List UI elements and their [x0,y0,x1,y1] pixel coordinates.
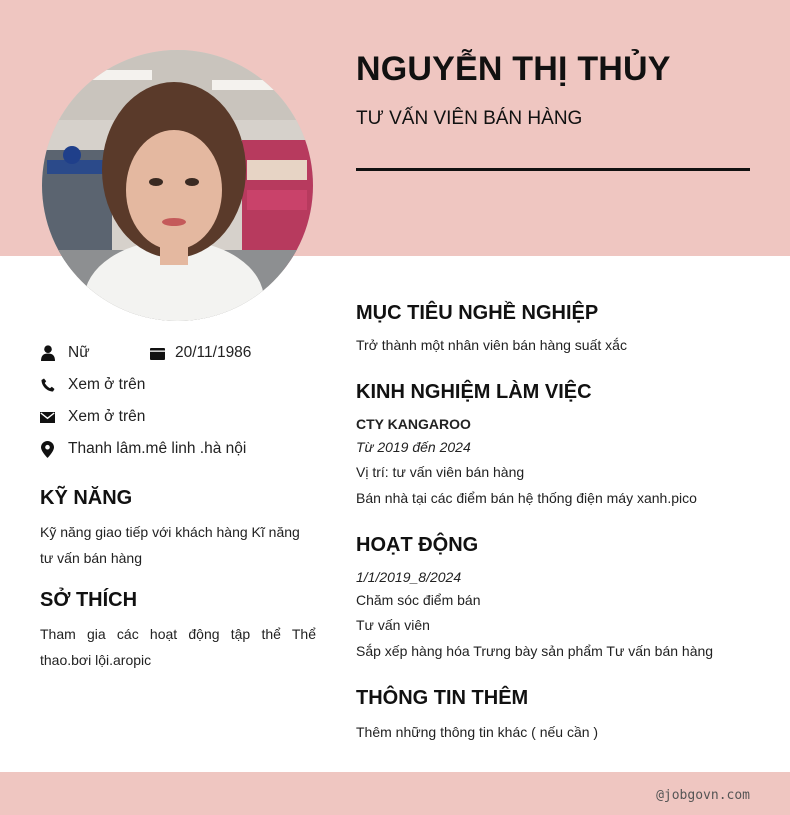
candidate-title: TƯ VẤN VIÊN BÁN HÀNG [356,108,583,129]
skills-heading: KỸ NĂNG [40,487,133,509]
person-icon [40,345,55,361]
experience-description: Bán nhà tại các điểm bán hệ thống điện máy xanh.pico [356,490,697,506]
address-row [40,438,246,460]
hobbies-text: Tham gia các hoạt động tập thể Thể thao.bơi lội.aropic [40,626,316,668]
header-divider [356,168,750,171]
hobbies-heading: SỞ THÍCH [40,589,138,611]
additional-text: Thêm những thông tin khác ( nếu cần ) [356,724,599,740]
gender-row [40,342,90,364]
objective-heading: MỤC TIÊU NGHỀ NGHIỆP [356,302,599,324]
activity-item: Tư vấn viên [356,617,430,633]
email-value: Xem ở trên [68,408,146,425]
objective-text: Trở thành một nhân viên bán hàng suất xắc [356,337,627,353]
email-row [40,406,145,428]
phone-value: Xem ở trên [68,376,146,393]
activity-item: Sắp xếp hàng hóa Trưng bày sản phẩm Tư vấn bán hàng [356,643,714,659]
calendar-icon [150,345,165,361]
experience-heading: KINH NGHIỆM LÀM VIỆC [356,381,592,403]
skills-text: Kỹ năng giao tiếp với khách hàng Kĩ năng tư vấn bán hàng [40,524,300,566]
activity-item: Chăm sóc điểm bán [356,592,481,608]
address-value: Thanh lâm.mê linh .hà nội [68,440,247,457]
envelope-icon [40,409,55,425]
footer-watermark: @jobgovn.com [656,788,750,803]
dob-value: 20/11/1986 [175,344,252,361]
activities-heading: HOẠT ĐỘNG [356,534,479,556]
profile-photo [42,50,313,321]
phone-row [40,374,145,396]
dob-row [150,342,251,364]
experience-company: CTY KANGAROO [356,416,471,432]
additional-heading: THÔNG TIN THÊM [356,687,529,709]
phone-icon [40,377,55,393]
map-pin-icon [40,441,55,457]
experience-period: Từ 2019 đến 2024 [356,439,471,455]
candidate-name: NGUYỄN THỊ THỦY [356,50,671,88]
activities-period: 1/1/2019_8/2024 [356,569,462,585]
gender-value: Nữ [68,344,90,361]
experience-position: Vị trí: tư vấn viên bán hàng [356,464,525,480]
